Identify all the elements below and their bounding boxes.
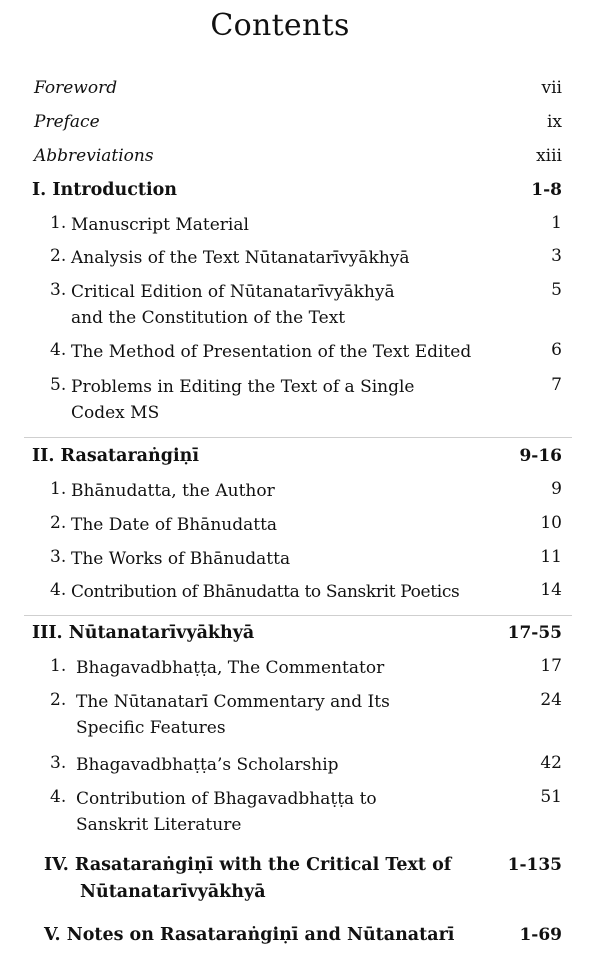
section-pages: 1-69 <box>519 925 562 945</box>
section-pages: 9-16 <box>519 446 562 466</box>
section-title: I. Introduction <box>32 180 177 200</box>
item-label: Bhagavadbhaṭṭa, The Commentator <box>76 658 385 678</box>
item-number: 3. <box>50 280 67 300</box>
page-title: Contents <box>210 8 350 43</box>
toc-label: Foreword <box>34 78 118 98</box>
item-label: The Nūtanatarī Commentary and Its <box>76 692 390 712</box>
item-number: 2. <box>50 513 67 533</box>
item-page: 1 <box>551 213 562 233</box>
item-label: Bhānudatta, the Author <box>71 481 275 501</box>
item-number: 3. <box>50 547 67 567</box>
item-label: Contribution of Bhagavadbhaṭṭa to <box>76 789 377 809</box>
section-title: V. Notes on Rasataraṅgiṇī and Nūtanatarī <box>44 925 455 945</box>
item-number: 5. <box>50 375 67 395</box>
item-label-continued: Codex MS <box>71 403 160 423</box>
item-page: 7 <box>551 375 562 395</box>
item-page: 6 <box>551 340 562 360</box>
item-page: 11 <box>540 547 562 567</box>
item-page: 5 <box>551 280 562 300</box>
item-number: 2. <box>50 690 67 710</box>
item-page: 3 <box>551 246 562 266</box>
item-label: Bhagavadbhaṭṭa’s Scholarship <box>76 755 339 775</box>
item-page: 9 <box>551 479 562 499</box>
section-title-continued: Nūtanatarīvyākhyā <box>80 882 266 902</box>
item-number: 1. <box>50 213 67 233</box>
item-number: 4. <box>50 580 67 600</box>
item-number: 4. <box>50 787 67 807</box>
item-label: The Works of Bhānudatta <box>71 549 291 569</box>
item-label: Analysis of the Text Nūtanatarīvyākhyā <box>71 248 410 268</box>
section-title: III. Nūtanatarīvyākhyā <box>32 623 255 643</box>
item-number: 3. <box>50 753 67 773</box>
toc-label: Preface <box>34 112 100 132</box>
item-label: Problems in Editing the Text of a Single <box>71 377 415 397</box>
item-page: 42 <box>540 753 562 773</box>
item-number: 2. <box>50 246 67 266</box>
item-page: 17 <box>540 656 562 676</box>
item-page: 51 <box>540 787 562 807</box>
item-label: The Method of Presentation of the Text Edited <box>71 342 472 362</box>
toc-label: Abbreviations <box>34 146 154 166</box>
item-label: Critical Edition of Nūtanatarīvyākhyā <box>71 282 395 302</box>
item-page: 14 <box>540 580 562 600</box>
section-divider <box>24 615 572 616</box>
item-page: 10 <box>540 513 562 533</box>
item-number: 4. <box>50 340 67 360</box>
section-title: II. Rasataraṅgiṇī <box>32 446 199 466</box>
item-label: Manuscript Material <box>71 215 249 235</box>
item-label: The Date of Bhānudatta <box>71 515 278 535</box>
section-pages: 1-8 <box>531 180 562 200</box>
item-page: 24 <box>540 690 562 710</box>
section-divider <box>24 437 572 438</box>
item-number: 1. <box>50 656 67 676</box>
item-label-continued: Specific Features <box>76 718 226 738</box>
item-label-continued: Sanskrit Literature <box>76 815 242 835</box>
toc-page: ix <box>546 112 562 132</box>
item-label-continued: and the Constitution of the Text <box>71 308 346 328</box>
section-pages: 17-55 <box>507 623 562 643</box>
section-title: IV. Rasataraṅgiṇī with the Critical Text of <box>44 855 452 875</box>
toc-page: vii <box>541 78 562 98</box>
item-label: Contribution of Bhānudatta to Sanskrit Poetics <box>71 582 460 602</box>
section-pages: 1-135 <box>507 855 562 875</box>
item-number: 1. <box>50 479 67 499</box>
toc-page: xiii <box>536 146 562 166</box>
